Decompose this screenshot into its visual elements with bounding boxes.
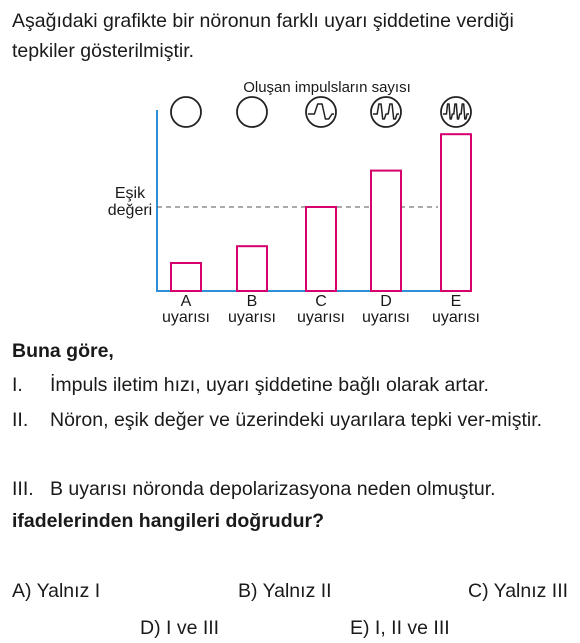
chart-title: Oluşan impulsların sayısı [243, 79, 411, 96]
question-prompt: ifadelerinden hangileri doğrudur? [12, 510, 325, 532]
statement-2 [12, 405, 572, 436]
x-tick-letter: B [246, 293, 258, 310]
x-tick-letter: C [315, 293, 327, 310]
statement-3 [12, 474, 572, 505]
threshold-label-line-1: Eşik [114, 185, 146, 202]
statement-1 [12, 370, 572, 401]
impulse-three-impulses-icon [441, 97, 471, 127]
option-c[interactable]: C) Yalnız III [468, 580, 569, 602]
option-b[interactable]: B) Yalnız II [238, 580, 332, 602]
statement-2-number: II. [12, 409, 29, 431]
x-tick-word: uyarısı [227, 309, 277, 326]
bar-a [171, 263, 201, 291]
impulse-empty-circle-icon [237, 97, 267, 127]
statement-2-text: Nöron, eşik değer ve üzerindeki uyarılara tepki ver-miştir. [50, 409, 543, 431]
bars [171, 134, 471, 291]
statement-3-number: III. [12, 478, 34, 500]
x-tick-letter: D [380, 293, 392, 310]
bar-d [371, 171, 401, 291]
impulse-two-impulses-icon [371, 97, 401, 127]
x-tick-word: uyarısı [431, 309, 481, 326]
x-tick-word: uyarısı [161, 309, 211, 326]
x-tick-letter: A [180, 293, 192, 310]
statement-1-number: I. [12, 374, 23, 396]
x-tick-letter: E [450, 293, 462, 310]
option-d[interactable]: D) I ve III [140, 617, 220, 639]
x-tick-labels [162, 293, 480, 326]
option-a[interactable]: A) Yalnız I [12, 580, 101, 602]
x-tick-word: uyarısı [361, 309, 411, 326]
bar-b [237, 246, 267, 291]
impulse-empty-circle-icon [171, 97, 201, 127]
impulse-icons [171, 97, 471, 127]
option-e[interactable]: E) I, II ve III [350, 617, 450, 639]
x-tick-word: uyarısı [296, 309, 346, 326]
statement-1-text: İmpuls iletim hızı, uyarı şiddetine bağlı olarak artar. [50, 374, 489, 396]
statement-3-text: B uyarısı nöronda depolarizasyona neden olmuştur. [50, 478, 496, 500]
threshold-label-line-2: değeri [107, 202, 153, 219]
question-intro: Aşağıdaki grafikte bir nöronun farklı uyarı şiddetine verdiği tepkiler gösterilmiştir. [12, 10, 514, 62]
question-lead: Buna göre, [12, 340, 114, 362]
bar-c [306, 207, 336, 291]
impulse-one-impulse-icon [306, 97, 336, 127]
bar-e [441, 134, 471, 291]
